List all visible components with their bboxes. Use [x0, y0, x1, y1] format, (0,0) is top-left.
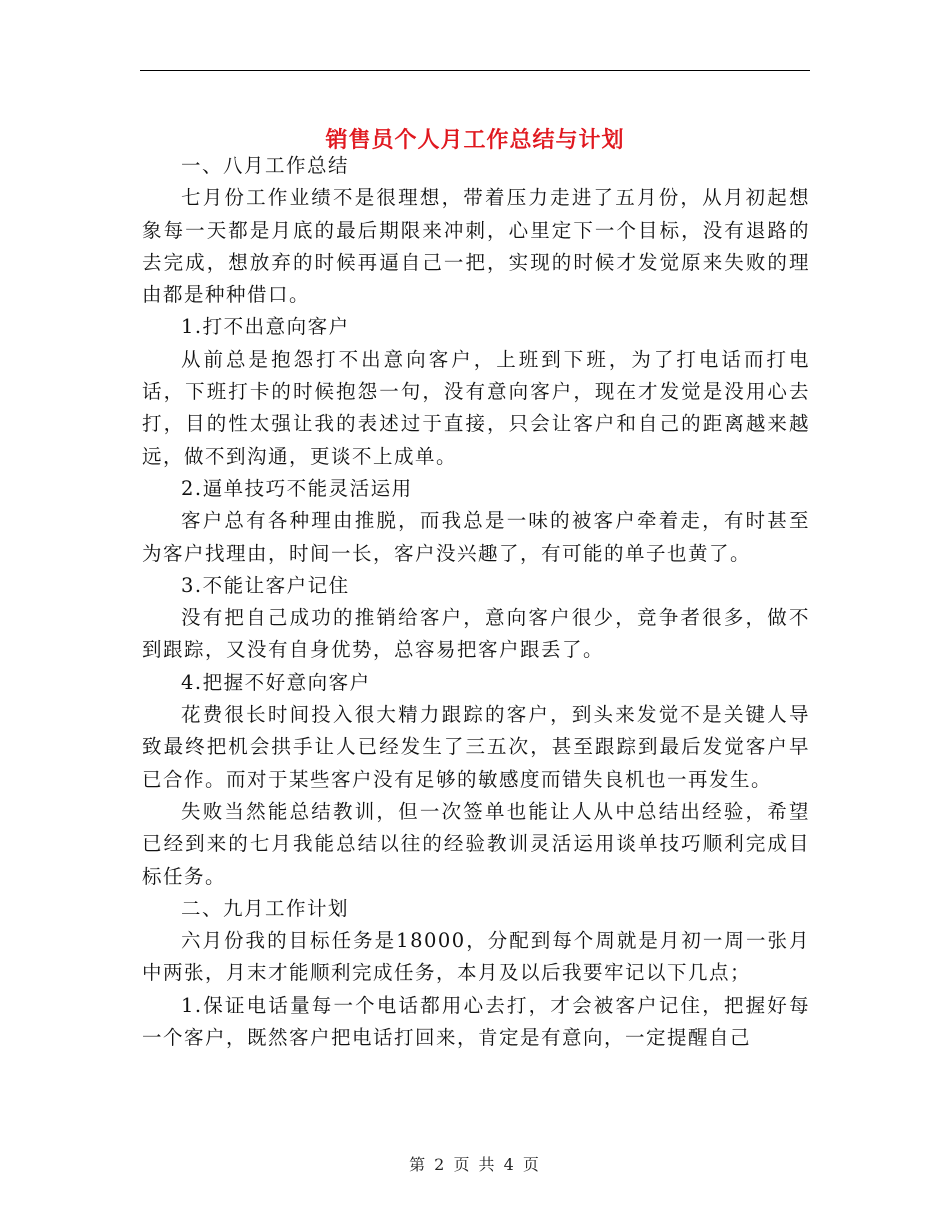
subheading: 1.打不出意向客户 [181, 315, 350, 339]
header-rule [140, 70, 810, 71]
page-number-label: 第 2 页 共 4 页 [409, 1155, 541, 1174]
subheading: 3.不能让客户记住 [181, 573, 350, 597]
section-heading: 二、九月工作计划 [181, 896, 350, 920]
body-paragraph: 从前总是抱怨打不出意向客户，上班到下班，为了打电话而打电话，下班打卡的时候抱怨一句，没有意向客户，现在才发觉是没用心去打，目的性太强让我的表述过于直接，只会让客户和自己的距离越来越远，做不到沟通，更谈不上成单。 [142, 347, 810, 468]
page-footer [0, 1153, 950, 1177]
body-paragraph: 1.保证电话量每一个电话都用心去打，才会被客户记住，把握好每一个客户，既然客户把电话打回来，肯定是有意向，一定提醒自己 [142, 993, 810, 1050]
body-paragraph: 失败当然能总结教训，但一次签单也能让人从中总结出经验，希望已经到来的七月我能总结以往的经验教训灵活运用谈单技巧顺利完成目标任务。 [142, 799, 810, 888]
body-paragraph: 六月份我的目标任务是18000，分配到每个周就是月初一周一张月中两张，月末才能顺利完成任务，本月及以后我要牢记以下几点； [142, 929, 810, 985]
section-heading: 一、八月工作总结 [181, 154, 350, 177]
body-paragraph: 客户总有各种理由推脱，而我总是一味的被客户牵着走，有时甚至为客户找理由，时间一长，客户没兴趣了，有可能的单子也黄了。 [142, 509, 810, 565]
body-paragraph: 没有把自己成功的推销给客户，意向客户很少，竞争者很多，做不到跟踪，又没有自身优势，总容易把客户跟丢了。 [142, 606, 810, 662]
document-title: 销售员个人月工作总结与计划 [325, 127, 625, 153]
document-body [142, 150, 810, 1054]
subheading: 2.逼单技巧不能灵活运用 [181, 476, 413, 500]
body-paragraph: 花费很长时间投入很大精力跟踪的客户，到头来发觉不是关键人导致最终把机会拱手让人已经发生了三五次，甚至跟踪到最后发觉客户早已合作。而对于某些客户没有足够的敏感度而错失良机也一再发生。 [142, 703, 810, 791]
subheading: 4.把握不好意向客户 [181, 670, 371, 694]
body-paragraph: 七月份工作业绩不是很理想，带着压力走进了五月份，从月初起想象每一天都是月底的最后期限来冲刺，心里定下一个目标，没有退路的去完成，想放弃的时候再逼自己一把，实现的时候才发觉原来失败的理由都是种种借口。 [142, 186, 810, 307]
